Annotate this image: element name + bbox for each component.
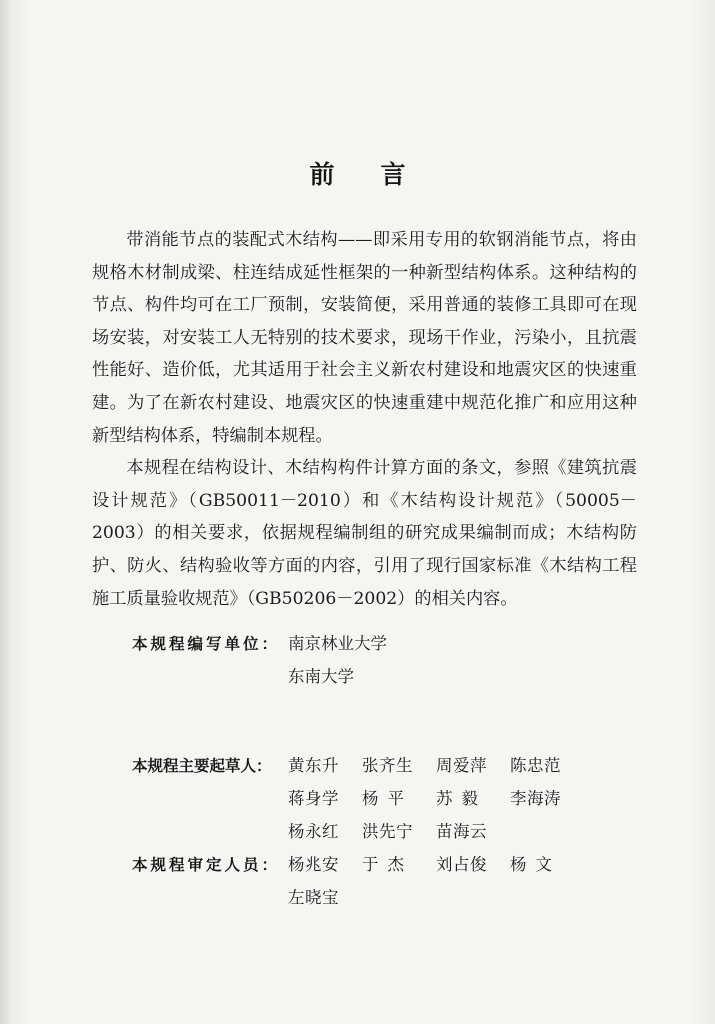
units-label (132, 632, 288, 654)
drafters-names-2 (288, 785, 584, 809)
section-gap (132, 696, 652, 752)
drafters-row-2 (132, 785, 652, 818)
reviewer-name: 于杰 (362, 855, 413, 874)
paragraph-1: 带消能节点的装配式木结构——即采用专用的软钢消能节点，将由规格木材制成梁、柱连结成延性框架的一种新型结构体系。这种结构的节点、构件均可在工厂预制，安装简便，采用普通的装修工具即可在现场安装，对安装工人无特别的技术要求，现场干作业，污染小，且抗震性能好、造价低，尤其适用于社会主义新农村建设和地震灾区的快速重建。为了在新农村建设、地震灾区的快速重建中规范化推广和应用这种新型结构体系，特编制本规程。 (92, 230, 637, 446)
reviewer-name: 左晓宝 (288, 888, 339, 907)
drafters-names-3 (288, 818, 510, 842)
drafter-name: 黄东升 (288, 756, 339, 775)
units-row (132, 630, 652, 663)
unit-2: 东南大学 (288, 667, 354, 686)
preface-body (92, 224, 637, 615)
credits-section (132, 630, 652, 917)
reviewers-row-1 (132, 851, 652, 884)
page-edge-shadow (0, 0, 12, 1024)
unit-1: 南京林业大学 (288, 634, 387, 653)
units-label-text: 本规程编写单位： (132, 635, 281, 653)
drafters-names-1 (288, 752, 584, 776)
reviewers-names-1 (288, 851, 584, 875)
page-title: 前言 (309, 160, 452, 189)
drafters-label: 本规程主要起草人： (132, 757, 272, 775)
drafter-name: 苏毅 (436, 789, 487, 808)
drafter-name: 陈忠范 (510, 756, 561, 775)
reviewers-names-2 (288, 884, 362, 908)
reviewer-name: 杨兆安 (288, 855, 339, 874)
reviewer-name: 杨文 (510, 855, 561, 874)
reviewer-name: 刘占俊 (436, 855, 487, 874)
reviewers-label-text: 本规程审定人员： (132, 856, 281, 874)
units-row-2 (132, 663, 652, 696)
drafter-name: 杨永红 (288, 822, 339, 841)
drafters-row-1 (132, 752, 652, 785)
drafter-name: 杨平 (362, 789, 413, 808)
drafter-name: 周爱萍 (436, 756, 487, 775)
reviewers-row-2 (132, 884, 652, 917)
drafters-row-3 (132, 818, 652, 851)
drafter-name: 洪先宁 (362, 822, 413, 841)
drafter-name: 李海涛 (510, 789, 561, 808)
drafter-name: 蒋身学 (288, 789, 339, 808)
drafter-name: 苗海云 (436, 822, 487, 841)
drafter-name: 张齐生 (362, 756, 413, 775)
reviewers-label (132, 853, 288, 875)
paragraph-2: 本规程在结构设计、木结构构件计算方面的条文，参照《建筑抗震设计规范》（GB50011－2010）和《木结构设计规范》（50005－2003）的相关要求，依据规程编制组的研究成果编制而成；木结构防护、防火、结构验收等方面的内容，引用了现行国家标准《木结构工程施工质量验收规范》（GB50206－2002）的相关内容。 (92, 458, 637, 609)
